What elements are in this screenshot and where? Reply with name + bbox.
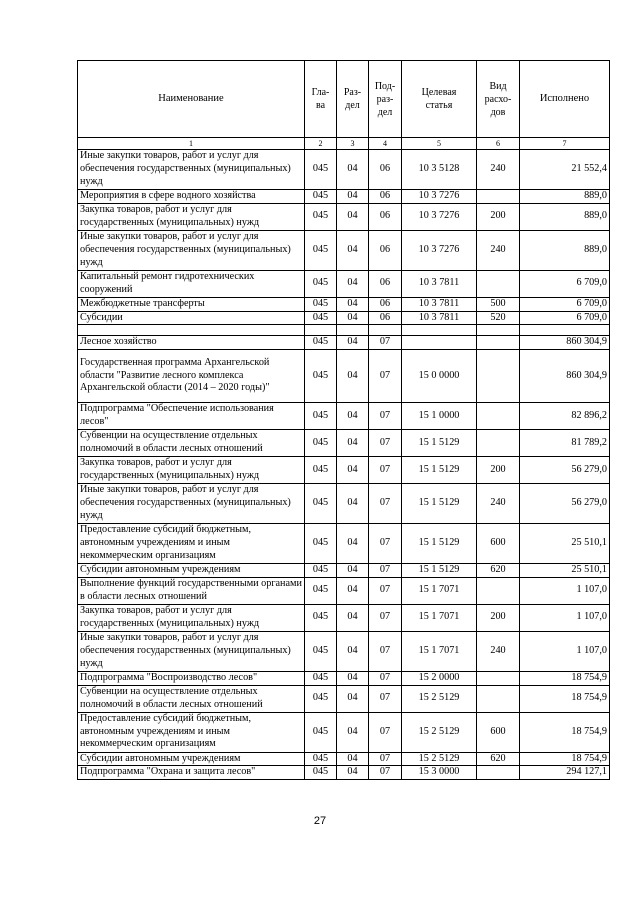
cell-celevaya: 15 3 0000 bbox=[402, 766, 477, 780]
cell-ispolneno: 18 754,9 bbox=[520, 671, 610, 685]
cell-ispolneno: 860 304,9 bbox=[520, 336, 610, 350]
cell-vid: 200 bbox=[477, 203, 520, 230]
cell-vid: 520 bbox=[477, 311, 520, 325]
cell-glava: 045 bbox=[305, 577, 337, 604]
cell-podrazdel: 07 bbox=[369, 671, 402, 685]
cell-podrazdel: 07 bbox=[369, 350, 402, 403]
cell-glava: 045 bbox=[305, 203, 337, 230]
table-row bbox=[78, 712, 610, 752]
cell-razdel: 04 bbox=[337, 577, 369, 604]
cell-name: Предоставление субсидий бюджетным, автономным учреждениям и иным некоммерческим организациям bbox=[78, 712, 305, 752]
cell-razdel: 04 bbox=[337, 564, 369, 578]
cell-name: Государственная программа Архангельской области "Развитие лесного комплекса Архангельской области (2014 – 2020 годы)" bbox=[78, 350, 305, 403]
table-row bbox=[78, 671, 610, 685]
cell-glava: 045 bbox=[305, 350, 337, 403]
cell-name: Иные закупки товаров, работ и услуг для обеспечения государственных (муниципальных) нужд bbox=[78, 230, 305, 270]
cell-ispolneno: 18 754,9 bbox=[520, 685, 610, 712]
table-row bbox=[78, 484, 610, 524]
cell-glava: 045 bbox=[305, 752, 337, 766]
cell-ispolneno: 18 754,9 bbox=[520, 712, 610, 752]
table-row bbox=[78, 631, 610, 671]
cell-razdel: 04 bbox=[337, 685, 369, 712]
cell-celevaya: 10 3 5128 bbox=[402, 150, 477, 190]
cell-razdel: 04 bbox=[337, 524, 369, 564]
cell-podrazdel: 07 bbox=[369, 712, 402, 752]
table-row bbox=[78, 403, 610, 430]
cell-ispolneno: 81 789,2 bbox=[520, 430, 610, 457]
table-row bbox=[78, 685, 610, 712]
cell-celevaya: 15 2 5129 bbox=[402, 752, 477, 766]
table-row bbox=[78, 430, 610, 457]
column-number: 4 bbox=[369, 138, 402, 150]
cell-celevaya: 15 1 5129 bbox=[402, 457, 477, 484]
cell-name: Подпрограмма "Воспроизводство лесов" bbox=[78, 671, 305, 685]
cell-podrazdel: 06 bbox=[369, 230, 402, 270]
cell-ispolneno: 889,0 bbox=[520, 230, 610, 270]
cell-celevaya: 10 3 7276 bbox=[402, 190, 477, 204]
cell-ispolneno: 56 279,0 bbox=[520, 457, 610, 484]
cell-vid: 500 bbox=[477, 297, 520, 311]
table-row bbox=[78, 325, 610, 336]
cell-celevaya: 15 1 5129 bbox=[402, 524, 477, 564]
budget-table bbox=[77, 60, 610, 780]
cell-vid: 600 bbox=[477, 524, 520, 564]
cell-podrazdel: 07 bbox=[369, 524, 402, 564]
cell-razdel: 04 bbox=[337, 270, 369, 297]
cell-glava: 045 bbox=[305, 311, 337, 325]
cell-ispolneno: 294 127,1 bbox=[520, 766, 610, 780]
cell-razdel: 04 bbox=[337, 311, 369, 325]
cell-celevaya: 15 1 5129 bbox=[402, 484, 477, 524]
cell-celevaya: 15 1 7071 bbox=[402, 631, 477, 671]
cell-vid: 600 bbox=[477, 712, 520, 752]
cell-glava: 045 bbox=[305, 297, 337, 311]
cell-celevaya: 15 1 5129 bbox=[402, 564, 477, 578]
cell-glava: 045 bbox=[305, 430, 337, 457]
cell-glava: 045 bbox=[305, 685, 337, 712]
cell-ispolneno: 6 709,0 bbox=[520, 270, 610, 297]
cell-vid bbox=[477, 270, 520, 297]
cell-name bbox=[78, 325, 305, 336]
cell-glava: 045 bbox=[305, 190, 337, 204]
cell-name: Подпрограмма "Охрана и защита лесов" bbox=[78, 766, 305, 780]
cell-name: Предоставление субсидий бюджетным, автономным учреждениям и иным некоммерческим организациям bbox=[78, 524, 305, 564]
cell-celevaya bbox=[402, 325, 477, 336]
cell-podrazdel: 06 bbox=[369, 190, 402, 204]
table-row bbox=[78, 752, 610, 766]
cell-razdel: 04 bbox=[337, 350, 369, 403]
cell-vid: 200 bbox=[477, 457, 520, 484]
cell-name: Иные закупки товаров, работ и услуг для обеспечения государственных (муниципальных) нужд bbox=[78, 631, 305, 671]
cell-glava: 045 bbox=[305, 524, 337, 564]
header-vid: Вид расхо- дов bbox=[477, 61, 520, 138]
cell-vid bbox=[477, 671, 520, 685]
cell-ispolneno: 1 107,0 bbox=[520, 631, 610, 671]
cell-razdel: 04 bbox=[337, 403, 369, 430]
cell-razdel: 04 bbox=[337, 604, 369, 631]
table-row bbox=[78, 336, 610, 350]
cell-vid: 240 bbox=[477, 631, 520, 671]
column-number: 7 bbox=[520, 138, 610, 150]
cell-glava: 045 bbox=[305, 150, 337, 190]
cell-glava: 045 bbox=[305, 671, 337, 685]
cell-vid: 240 bbox=[477, 484, 520, 524]
cell-ispolneno: 25 510,1 bbox=[520, 564, 610, 578]
cell-vid: 620 bbox=[477, 564, 520, 578]
page-number: 27 bbox=[313, 815, 327, 827]
cell-vid bbox=[477, 685, 520, 712]
cell-name: Закупка товаров, работ и услуг для государственных (муниципальных) нужд bbox=[78, 604, 305, 631]
cell-celevaya: 15 1 7071 bbox=[402, 604, 477, 631]
table-row bbox=[78, 766, 610, 780]
cell-podrazdel: 07 bbox=[369, 752, 402, 766]
cell-podrazdel: 07 bbox=[369, 336, 402, 350]
cell-glava bbox=[305, 325, 337, 336]
cell-podrazdel: 07 bbox=[369, 631, 402, 671]
cell-podrazdel bbox=[369, 325, 402, 336]
cell-name: Подпрограмма "Обеспечение использования лесов" bbox=[78, 403, 305, 430]
table-row bbox=[78, 203, 610, 230]
cell-vid: 240 bbox=[477, 150, 520, 190]
cell-vid bbox=[477, 336, 520, 350]
table-row bbox=[78, 297, 610, 311]
column-number: 3 bbox=[337, 138, 369, 150]
cell-podrazdel: 06 bbox=[369, 311, 402, 325]
cell-glava: 045 bbox=[305, 484, 337, 524]
cell-podrazdel: 06 bbox=[369, 203, 402, 230]
cell-vid: 620 bbox=[477, 752, 520, 766]
cell-celevaya: 10 3 7276 bbox=[402, 203, 477, 230]
cell-vid: 240 bbox=[477, 230, 520, 270]
cell-podrazdel: 07 bbox=[369, 403, 402, 430]
cell-name: Межбюджетные трансферты bbox=[78, 297, 305, 311]
cell-ispolneno: 889,0 bbox=[520, 203, 610, 230]
table-row bbox=[78, 230, 610, 270]
cell-glava: 045 bbox=[305, 564, 337, 578]
table-row bbox=[78, 350, 610, 403]
cell-name: Капитальный ремонт гидротехнических сооружений bbox=[78, 270, 305, 297]
cell-podrazdel: 06 bbox=[369, 150, 402, 190]
cell-razdel: 04 bbox=[337, 484, 369, 524]
header-row bbox=[78, 61, 610, 138]
cell-ispolneno: 860 304,9 bbox=[520, 350, 610, 403]
cell-glava: 045 bbox=[305, 457, 337, 484]
table-row bbox=[78, 150, 610, 190]
cell-vid bbox=[477, 325, 520, 336]
cell-razdel: 04 bbox=[337, 190, 369, 204]
column-number: 2 bbox=[305, 138, 337, 150]
cell-celevaya: 15 1 5129 bbox=[402, 430, 477, 457]
cell-celevaya: 10 3 7811 bbox=[402, 297, 477, 311]
cell-vid: 200 bbox=[477, 604, 520, 631]
table-body bbox=[78, 150, 610, 780]
cell-razdel: 04 bbox=[337, 297, 369, 311]
cell-ispolneno: 21 552,4 bbox=[520, 150, 610, 190]
cell-razdel: 04 bbox=[337, 752, 369, 766]
cell-glava: 045 bbox=[305, 403, 337, 430]
cell-glava: 045 bbox=[305, 230, 337, 270]
cell-vid bbox=[477, 350, 520, 403]
cell-podrazdel: 07 bbox=[369, 766, 402, 780]
cell-name: Закупка товаров, работ и услуг для государственных (муниципальных) нужд bbox=[78, 457, 305, 484]
cell-ispolneno: 1 107,0 bbox=[520, 577, 610, 604]
cell-razdel: 04 bbox=[337, 336, 369, 350]
cell-podrazdel: 07 bbox=[369, 457, 402, 484]
column-number: 1 bbox=[78, 138, 305, 150]
table-row bbox=[78, 311, 610, 325]
cell-name: Субвенции на осуществление отдельных полномочий в области лесных отношений bbox=[78, 685, 305, 712]
cell-ispolneno: 6 709,0 bbox=[520, 311, 610, 325]
table-row bbox=[78, 190, 610, 204]
cell-razdel: 04 bbox=[337, 150, 369, 190]
cell-ispolneno: 1 107,0 bbox=[520, 604, 610, 631]
cell-vid bbox=[477, 577, 520, 604]
cell-podrazdel: 06 bbox=[369, 270, 402, 297]
cell-name: Субвенции на осуществление отдельных полномочий в области лесных отношений bbox=[78, 430, 305, 457]
cell-glava: 045 bbox=[305, 631, 337, 671]
cell-name: Мероприятия в сфере водного хозяйства bbox=[78, 190, 305, 204]
cell-podrazdel: 07 bbox=[369, 484, 402, 524]
header-name: Наименование bbox=[78, 61, 305, 138]
header-podrazdel: Под- раз- дел bbox=[369, 61, 402, 138]
cell-razdel: 04 bbox=[337, 631, 369, 671]
cell-razdel: 04 bbox=[337, 712, 369, 752]
header-glava: Гла- ва bbox=[305, 61, 337, 138]
cell-glava: 045 bbox=[305, 270, 337, 297]
cell-razdel: 04 bbox=[337, 766, 369, 780]
cell-glava: 045 bbox=[305, 712, 337, 752]
cell-vid bbox=[477, 190, 520, 204]
cell-name: Лесное хозяйство bbox=[78, 336, 305, 350]
cell-ispolneno: 6 709,0 bbox=[520, 297, 610, 311]
table-row bbox=[78, 524, 610, 564]
table-row bbox=[78, 577, 610, 604]
cell-vid bbox=[477, 403, 520, 430]
cell-celevaya: 15 1 0000 bbox=[402, 403, 477, 430]
cell-razdel: 04 bbox=[337, 203, 369, 230]
table-row bbox=[78, 270, 610, 297]
cell-name: Закупка товаров, работ и услуг для государственных (муниципальных) нужд bbox=[78, 203, 305, 230]
cell-podrazdel: 07 bbox=[369, 685, 402, 712]
cell-razdel: 04 bbox=[337, 671, 369, 685]
cell-ispolneno: 82 896,2 bbox=[520, 403, 610, 430]
header-razdel: Раз- дел bbox=[337, 61, 369, 138]
header-ispolneno: Исполнено bbox=[520, 61, 610, 138]
cell-podrazdel: 07 bbox=[369, 604, 402, 631]
cell-ispolneno: 18 754,9 bbox=[520, 752, 610, 766]
table-row bbox=[78, 457, 610, 484]
cell-podrazdel: 06 bbox=[369, 297, 402, 311]
cell-celevaya: 15 2 5129 bbox=[402, 685, 477, 712]
cell-ispolneno bbox=[520, 325, 610, 336]
cell-celevaya: 15 0 0000 bbox=[402, 350, 477, 403]
cell-razdel bbox=[337, 325, 369, 336]
cell-name: Иные закупки товаров, работ и услуг для обеспечения государственных (муниципальных) нужд bbox=[78, 484, 305, 524]
cell-podrazdel: 07 bbox=[369, 577, 402, 604]
cell-razdel: 04 bbox=[337, 230, 369, 270]
cell-celevaya: 15 2 0000 bbox=[402, 671, 477, 685]
cell-celevaya: 10 3 7276 bbox=[402, 230, 477, 270]
cell-name: Субсидии автономным учреждениям bbox=[78, 564, 305, 578]
cell-celevaya: 10 3 7811 bbox=[402, 270, 477, 297]
header-celevaya: Целевая статья bbox=[402, 61, 477, 138]
cell-podrazdel: 07 bbox=[369, 564, 402, 578]
cell-ispolneno: 56 279,0 bbox=[520, 484, 610, 524]
cell-celevaya: 10 3 7811 bbox=[402, 311, 477, 325]
cell-name: Выполнение функций государственными органами в области лесных отношений bbox=[78, 577, 305, 604]
cell-razdel: 04 bbox=[337, 430, 369, 457]
column-number: 5 bbox=[402, 138, 477, 150]
column-number-row bbox=[78, 138, 610, 150]
cell-glava: 045 bbox=[305, 604, 337, 631]
cell-name: Иные закупки товаров, работ и услуг для обеспечения государственных (муниципальных) нужд bbox=[78, 150, 305, 190]
table-row bbox=[78, 604, 610, 631]
cell-ispolneno: 889,0 bbox=[520, 190, 610, 204]
cell-glava: 045 bbox=[305, 336, 337, 350]
cell-glava: 045 bbox=[305, 766, 337, 780]
cell-vid bbox=[477, 430, 520, 457]
table-row bbox=[78, 564, 610, 578]
cell-name: Субсидии автономным учреждениям bbox=[78, 752, 305, 766]
cell-celevaya bbox=[402, 336, 477, 350]
cell-vid bbox=[477, 766, 520, 780]
column-number: 6 bbox=[477, 138, 520, 150]
cell-celevaya: 15 1 7071 bbox=[402, 577, 477, 604]
cell-name: Субсидии bbox=[78, 311, 305, 325]
cell-celevaya: 15 2 5129 bbox=[402, 712, 477, 752]
cell-razdel: 04 bbox=[337, 457, 369, 484]
cell-ispolneno: 25 510,1 bbox=[520, 524, 610, 564]
cell-podrazdel: 07 bbox=[369, 430, 402, 457]
